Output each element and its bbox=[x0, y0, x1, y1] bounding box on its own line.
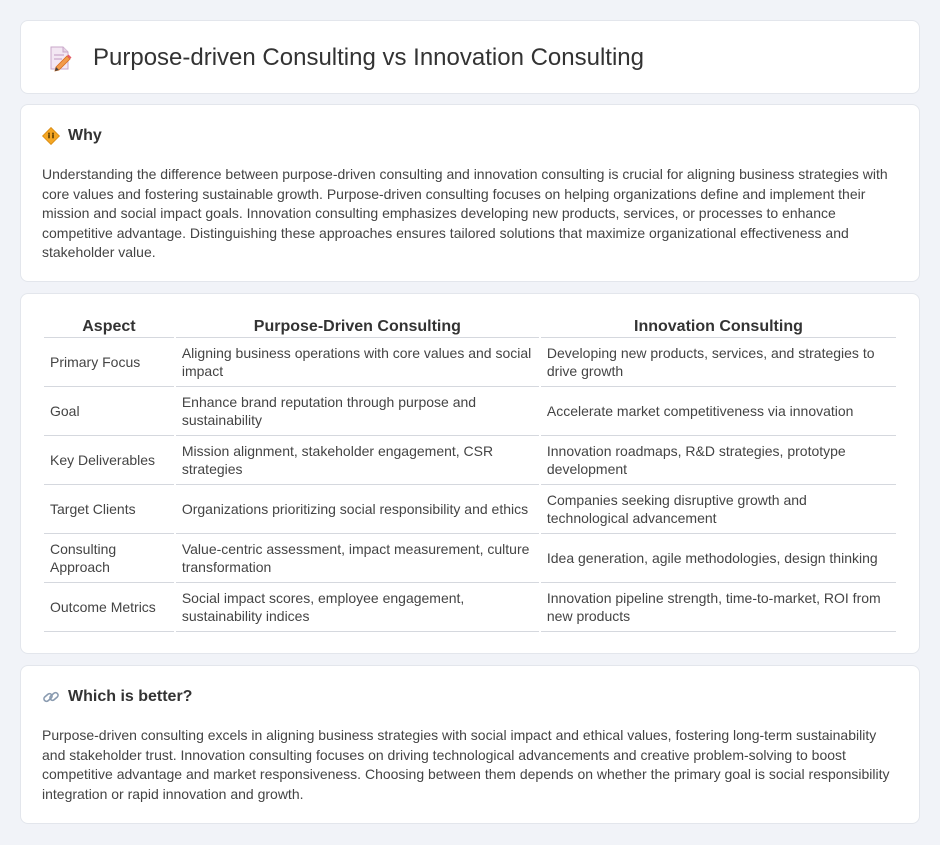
aspect-cell: Target Clients bbox=[44, 485, 174, 534]
comparison-section bbox=[20, 293, 920, 654]
header-innovation: Innovation Consulting bbox=[541, 316, 896, 338]
purpose-cell: Organizations prioritizing social responsibility and ethics bbox=[176, 485, 539, 534]
header-purpose-driven: Purpose-Driven Consulting bbox=[176, 316, 539, 338]
pencil-document-icon bbox=[45, 43, 75, 73]
better-text: Purpose-driven consulting excels in aligning business strategies with social impact and ethical values, fostering long-term sustainability and stakeholder trust. Innovation consulting focuses on driving technological advancements and creative problem-solving to boost competitive advantage and market responsiveness. Choosing between them depends on whether the primary goal is social responsibility integration or rapid innovation and growth. bbox=[42, 727, 890, 802]
aspect-cell: Key Deliverables bbox=[44, 436, 174, 485]
better-title: Which is better? bbox=[68, 688, 193, 705]
table-row bbox=[44, 534, 896, 583]
link-icon bbox=[42, 688, 60, 706]
purpose-cell: Social impact scores, employee engagement, sustainability indices bbox=[176, 583, 539, 632]
header-card bbox=[20, 20, 920, 94]
innovation-cell: Accelerate market competitiveness via innovation bbox=[541, 387, 896, 436]
better-heading bbox=[42, 688, 192, 706]
which-is-better-section bbox=[20, 665, 920, 824]
innovation-cell: Innovation roadmaps, R&D strategies, prototype development bbox=[541, 436, 896, 485]
table-row bbox=[44, 436, 896, 485]
why-section bbox=[20, 104, 920, 282]
comparison-table bbox=[42, 316, 898, 632]
page-header bbox=[45, 43, 644, 73]
aspect-cell: Goal bbox=[44, 387, 174, 436]
page-title: Purpose-driven Consulting vs Innovation Consulting bbox=[93, 44, 644, 71]
purpose-cell: Mission alignment, stakeholder engagement, CSR strategies bbox=[176, 436, 539, 485]
why-title: Why bbox=[68, 127, 102, 144]
innovation-cell: Innovation pipeline strength, time-to-market, ROI from new products bbox=[541, 583, 896, 632]
aspect-cell: Consulting Approach bbox=[44, 534, 174, 583]
purpose-cell: Aligning business operations with core values and social impact bbox=[176, 338, 539, 387]
purpose-cell: Enhance brand reputation through purpose and sustainability bbox=[176, 387, 539, 436]
aspect-cell: Primary Focus bbox=[44, 338, 174, 387]
aspect-cell: Outcome Metrics bbox=[44, 583, 174, 632]
why-text: Understanding the difference between purpose-driven consulting and innovation consulting is crucial for aligning business strategies with core values and fostering sustainable growth. Purpose-driven consulting focuses on helping organizations define and implement their mission and social impact goals. Innovation consulting emphasizes developing new products, services, or processes to enhance competitive advantage. Distinguishing these approaches ensures tailored solutions that maximize organizational effectiveness and stakeholder value. bbox=[42, 166, 888, 261]
innovation-cell: Companies seeking disruptive growth and technological advancement bbox=[541, 485, 896, 534]
innovation-cell: Idea generation, agile methodologies, design thinking bbox=[541, 534, 896, 583]
table-row bbox=[44, 485, 896, 534]
purpose-cell: Value-centric assessment, impact measurement, culture transformation bbox=[176, 534, 539, 583]
table-row bbox=[44, 338, 896, 387]
table-row bbox=[44, 387, 896, 436]
why-heading bbox=[42, 127, 102, 145]
innovation-cell: Developing new products, services, and strategies to drive growth bbox=[541, 338, 896, 387]
table-header-row bbox=[44, 316, 896, 338]
header-aspect: Aspect bbox=[44, 316, 174, 338]
table-row bbox=[44, 583, 896, 632]
diamond-sign-icon bbox=[42, 127, 60, 145]
